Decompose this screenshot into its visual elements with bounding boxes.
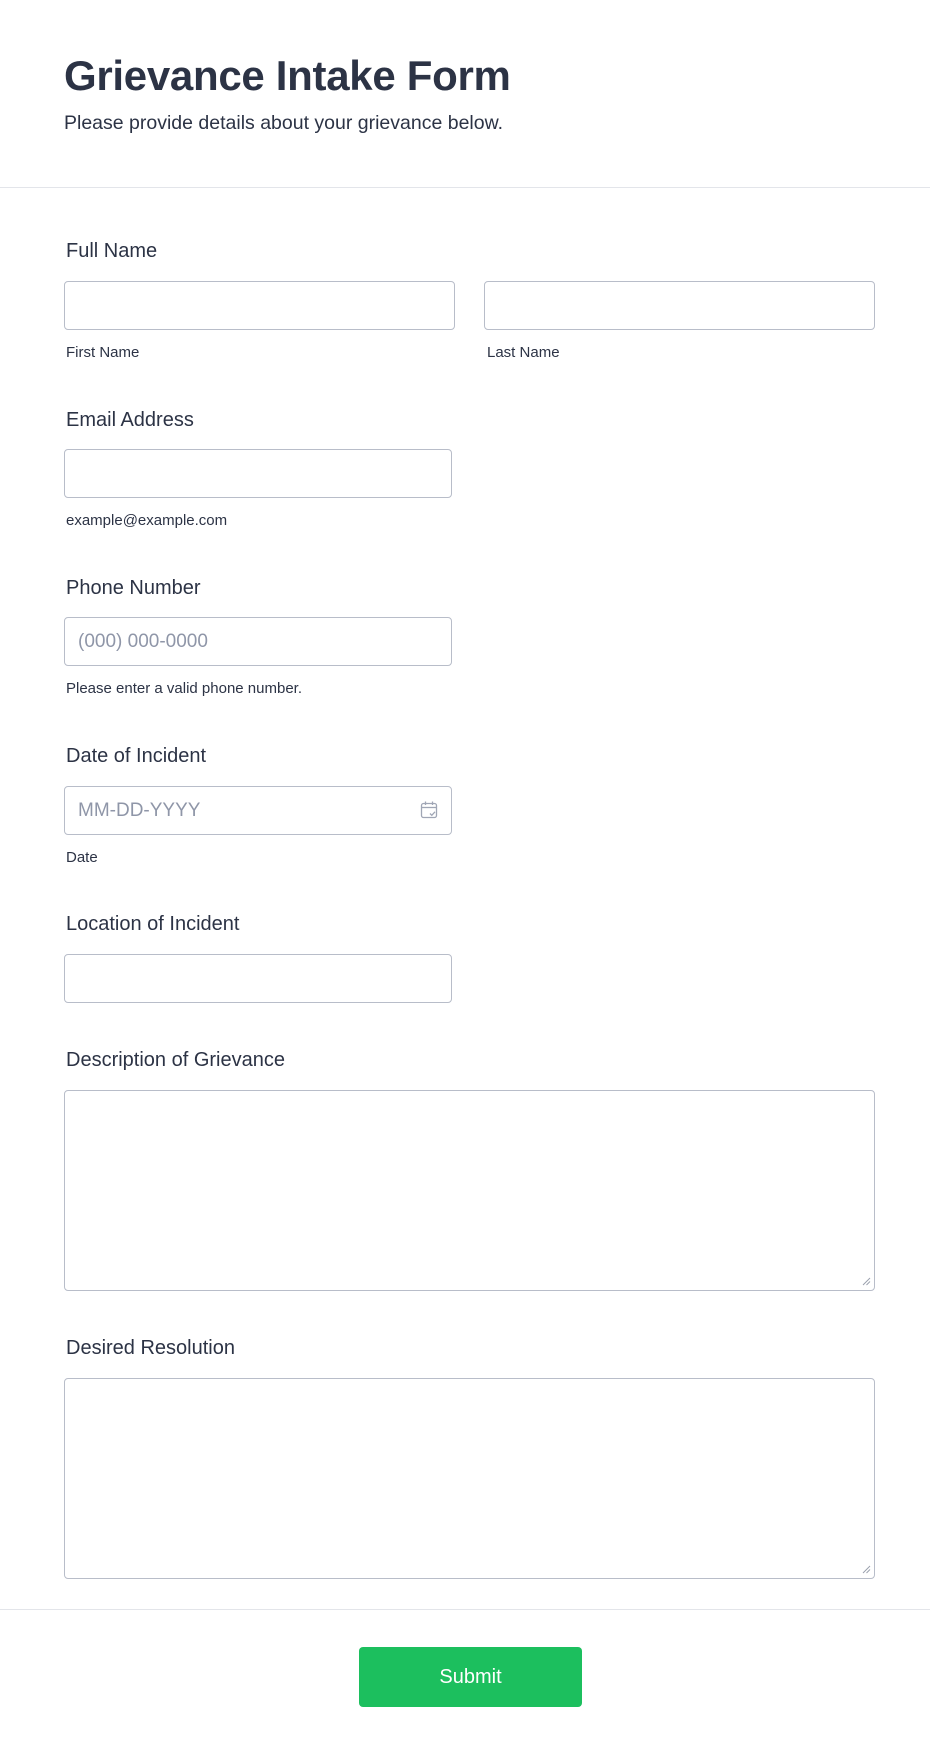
email-sublabel: example@example.com <box>66 512 228 529</box>
email-input[interactable] <box>64 449 452 498</box>
form-header <box>0 0 930 188</box>
date-label: Date of Incident <box>66 745 207 767</box>
last-name-sublabel: Last Name <box>487 344 560 361</box>
location-label: Location of Incident <box>66 913 240 935</box>
form-subtitle: Please provide details about your grievance below. <box>64 112 504 134</box>
date-input[interactable] <box>64 786 452 835</box>
location-input[interactable] <box>64 954 452 1003</box>
form-title: Grievance Intake Form <box>64 52 511 99</box>
description-textarea[interactable] <box>64 1090 875 1291</box>
first-name-input[interactable] <box>64 281 455 330</box>
resize-grip-icon[interactable] <box>861 1564 871 1574</box>
phone-input[interactable] <box>64 617 452 666</box>
email-label: Email Address <box>66 409 194 431</box>
description-label: Description of Grievance <box>66 1049 285 1071</box>
first-name-sublabel: First Name <box>66 344 140 361</box>
calendar-icon[interactable] <box>419 800 439 820</box>
resolution-label: Desired Resolution <box>66 1337 235 1359</box>
submit-button[interactable]: Submit <box>359 1647 582 1707</box>
resolution-textarea[interactable] <box>64 1378 875 1579</box>
resize-grip-icon[interactable] <box>861 1276 871 1286</box>
last-name-input[interactable] <box>484 281 875 330</box>
full-name-label: Full Name <box>66 240 158 262</box>
date-sublabel: Date <box>66 849 98 866</box>
phone-label: Phone Number <box>66 577 201 599</box>
phone-sublabel: Please enter a valid phone number. <box>66 680 302 697</box>
